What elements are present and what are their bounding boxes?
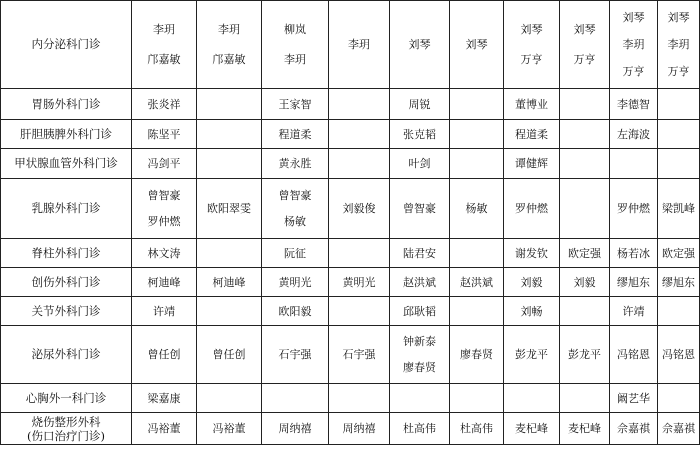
cell-line: 刘毅 [520, 275, 543, 289]
table-row [1, 120, 700, 149]
doctor-cell [504, 268, 560, 297]
doctor-cell [262, 239, 329, 268]
doctor-cell [560, 89, 610, 120]
doctor-cell [262, 384, 329, 413]
doctor-cell [504, 326, 560, 384]
doctor-cell [450, 120, 504, 149]
cell-line: 石宇强 [342, 348, 376, 361]
cell-line: 曾智豪 [403, 202, 436, 215]
cell-line: 泌尿外科门诊 [31, 347, 101, 361]
cell-line: 冯铭恩 [617, 348, 650, 361]
cell-line: 万亨 [520, 52, 543, 66]
doctor-cell [504, 179, 560, 239]
doctor-cell [329, 179, 390, 239]
doctor-cell [390, 413, 450, 445]
doctor-cell [450, 239, 504, 268]
doctor-cell [610, 120, 658, 149]
doctor-cell [197, 268, 262, 297]
doctor-cell [132, 120, 197, 149]
header-row [1, 1, 700, 89]
doctor-cell [450, 413, 504, 445]
doctor-cell [197, 413, 262, 445]
doctor-cell [132, 239, 197, 268]
doctor-cell [610, 149, 658, 179]
department-cell [1, 239, 132, 268]
cell-line: 刘毅俊 [342, 202, 376, 215]
department-cell [1, 384, 132, 413]
cell-line: 黄明光 [278, 275, 312, 289]
doctor-cell [450, 297, 504, 326]
cell-line: 张克韬 [403, 127, 436, 141]
doctor-cell [197, 120, 262, 149]
table-row [1, 239, 700, 268]
cell-line: 彭龙平 [515, 348, 548, 361]
doctor-cell [390, 89, 450, 120]
doctor-cell [390, 268, 450, 297]
doctor-cell [329, 384, 390, 413]
cell-line: 柯迪峰 [212, 275, 246, 289]
cell-line: 杜高伟 [460, 422, 493, 435]
doctor-cell [504, 239, 560, 268]
cell-line: 甲状腺血管外科门诊 [14, 156, 118, 170]
cell-line: 柳岚 [284, 22, 306, 36]
cell-line: 黄明光 [342, 275, 376, 289]
cell-line: 周纳禧 [342, 422, 376, 435]
doctor-cell [390, 120, 450, 149]
doctor-cell [329, 326, 390, 384]
cell-line: 麦杞峰 [568, 422, 601, 435]
cell-line: 缪旭东 [662, 275, 695, 289]
doctor-cell [197, 149, 262, 179]
department-cell [1, 413, 132, 445]
doctor-cell [197, 297, 262, 326]
cell-line: 张炎祥 [147, 97, 181, 111]
doctor-cell [610, 384, 658, 413]
doctor-cell [197, 239, 262, 268]
department-cell [1, 149, 132, 179]
cell-line: 谭健辉 [515, 157, 548, 170]
header-cell [504, 1, 560, 89]
doctor-cell [329, 268, 390, 297]
doctor-cell [262, 120, 329, 149]
doctor-cell [390, 326, 450, 384]
doctor-cell [132, 413, 197, 445]
doctor-cell [610, 326, 658, 384]
doctor-cell [610, 179, 658, 239]
cell-line: 李玥 [284, 52, 306, 66]
table-row [1, 297, 700, 326]
doctor-cell [132, 149, 197, 179]
doctor-cell [132, 179, 197, 239]
cell-line: 邝嘉敏 [147, 52, 181, 66]
cell-line: 佘嘉祺 [662, 422, 695, 435]
doctor-cell [262, 297, 329, 326]
cell-line: 阮征 [284, 246, 306, 260]
cell-line: 心胸外一科门诊 [25, 390, 107, 405]
doctor-cell [262, 326, 329, 384]
doctor-cell [329, 239, 390, 268]
cell-line: 刘琴 [520, 22, 543, 36]
department-cell [1, 326, 132, 384]
header-cell [658, 1, 700, 89]
cell-line: 陈坚平 [147, 127, 181, 141]
header-cell [197, 1, 262, 89]
cell-line: 肝胆胰脾外科门诊 [20, 126, 112, 141]
cell-line: 曾任创 [212, 348, 246, 361]
doctor-cell [197, 179, 262, 239]
doctor-cell [658, 149, 700, 179]
doctor-cell [329, 120, 390, 149]
cell-line: 万亨 [667, 65, 690, 78]
doctor-cell [560, 326, 610, 384]
doctor-cell [504, 413, 560, 445]
doctor-cell [560, 239, 610, 268]
department-cell [1, 179, 132, 239]
cell-line: 刘琴 [622, 11, 645, 24]
cell-line: 曾智豪 [147, 188, 181, 202]
cell-line: 李玥 [153, 22, 175, 36]
department-cell [1, 120, 132, 149]
table-row [1, 149, 700, 179]
cell-line: 曾任创 [147, 348, 181, 361]
table-row [1, 179, 700, 239]
cell-line: 刘毅 [573, 275, 596, 289]
doctor-cell [610, 239, 658, 268]
cell-line: 石宇强 [278, 348, 312, 361]
cell-line: 周锐 [408, 97, 431, 111]
doctor-cell [450, 326, 504, 384]
doctor-cell [504, 384, 560, 413]
doctor-cell [262, 89, 329, 120]
cell-line: 创伤外科门诊 [31, 274, 101, 289]
cell-line: 脊柱外科门诊 [31, 245, 101, 260]
cell-line: 廖春贤 [403, 360, 436, 374]
table-row [1, 268, 700, 297]
doctor-cell [197, 89, 262, 120]
cell-line: 刘琴 [465, 37, 488, 51]
cell-line: 罗仲燃 [147, 214, 181, 228]
cell-line: 罗仲燃 [515, 202, 548, 215]
doctor-cell [132, 268, 197, 297]
header-title: 内分泌科门诊 [1, 1, 132, 89]
doctor-cell [132, 297, 197, 326]
cell-line: 刘琴 [408, 37, 431, 51]
department-cell [1, 297, 132, 326]
doctor-cell [504, 149, 560, 179]
doctor-cell [658, 384, 700, 413]
doctor-cell [390, 149, 450, 179]
cell-line: 柯迪峰 [147, 275, 181, 289]
doctor-cell [390, 297, 450, 326]
cell-line: 程道柔 [515, 127, 548, 141]
doctor-cell [390, 384, 450, 413]
cell-line: 黄永胜 [278, 157, 312, 170]
doctor-cell [658, 297, 700, 326]
table-row [1, 89, 700, 120]
cell-line: 杜高伟 [403, 422, 436, 435]
cell-line: 万亨 [573, 52, 596, 66]
cell-line: 梁凯峰 [662, 202, 695, 215]
doctor-cell [450, 89, 504, 120]
cell-line: 杨敏 [465, 202, 488, 215]
doctor-cell [132, 384, 197, 413]
header-cell [560, 1, 610, 89]
cell-line: 邝嘉敏 [212, 52, 246, 66]
doctor-cell [329, 413, 390, 445]
cell-line: 左海波 [617, 127, 650, 141]
header-cell [329, 1, 390, 89]
cell-line: 林文涛 [147, 246, 181, 260]
header-cell [450, 1, 504, 89]
table-row [1, 384, 700, 413]
cell-line: 刘琴 [667, 11, 690, 24]
cell-line: 乳腺外科门诊 [31, 201, 101, 215]
doctor-cell [658, 179, 700, 239]
doctor-cell [658, 239, 700, 268]
doctor-cell [658, 120, 700, 149]
doctor-cell [610, 89, 658, 120]
cell-line: 杨敏 [284, 214, 306, 228]
table-row [1, 413, 700, 445]
cell-line: 欧阳毅 [278, 304, 312, 318]
cell-line: 许靖 [153, 304, 175, 318]
cell-line: 陆君安 [403, 246, 436, 260]
cell-line: 谢发钦 [515, 246, 548, 260]
doctor-cell [197, 384, 262, 413]
doctor-cell [390, 239, 450, 268]
cell-line: 万亨 [622, 65, 645, 78]
doctor-cell [390, 179, 450, 239]
doctor-cell [610, 297, 658, 326]
cell-line: 董博业 [515, 97, 548, 111]
cell-line: 李玥 [667, 38, 690, 51]
cell-line: 关节外科门诊 [31, 303, 101, 318]
cell-line: 梁嘉康 [147, 391, 181, 405]
doctor-cell [560, 268, 610, 297]
cell-line: 许靖 [622, 304, 645, 318]
cell-line: 李德智 [617, 97, 650, 111]
cell-line: 欧定强 [568, 246, 601, 260]
doctor-cell [658, 413, 700, 445]
doctor-cell [450, 179, 504, 239]
doctor-cell [560, 120, 610, 149]
cell-line: 麦杞峰 [515, 422, 548, 435]
header-cell [610, 1, 658, 89]
cell-line: 廖春贤 [460, 348, 493, 361]
doctor-cell [132, 89, 197, 120]
cell-line: 钟新泰 [403, 334, 436, 348]
header-cell [390, 1, 450, 89]
cell-line: 邱耿韬 [403, 304, 436, 318]
cell-line: 赵洪斌 [403, 275, 436, 289]
cell-line: 欧定强 [662, 246, 695, 260]
doctor-cell [560, 179, 610, 239]
department-cell [1, 89, 132, 120]
cell-line: 阚艺华 [617, 391, 650, 405]
doctor-cell [329, 297, 390, 326]
cell-line: 胃肠外科门诊 [31, 96, 101, 111]
doctor-cell [450, 149, 504, 179]
cell-line: 刘琴 [573, 22, 596, 36]
cell-line: 王家智 [278, 97, 312, 111]
doctor-cell [504, 297, 560, 326]
doctor-cell [197, 326, 262, 384]
header-cell [262, 1, 329, 89]
doctor-cell [504, 120, 560, 149]
doctor-cell [132, 326, 197, 384]
doctor-cell [262, 149, 329, 179]
cell-line: 冯裕董 [147, 422, 181, 435]
doctor-cell [658, 89, 700, 120]
cell-line: 叶剑 [408, 157, 431, 170]
cell-line: 冯剑平 [147, 157, 181, 170]
cell-line: 刘畅 [520, 304, 543, 318]
doctor-cell [262, 268, 329, 297]
cell-line: 曾智豪 [278, 188, 312, 202]
cell-line: 周纳禧 [278, 422, 312, 435]
department-cell [1, 268, 132, 297]
cell-line: 佘嘉祺 [617, 422, 650, 435]
doctor-cell [329, 89, 390, 120]
cell-line: (伤口治疗门诊) [27, 428, 105, 443]
header-cell [132, 1, 197, 89]
doctor-cell [329, 149, 390, 179]
doctor-cell [658, 268, 700, 297]
doctor-cell [262, 179, 329, 239]
cell-line: 欧阳翠雯 [207, 202, 251, 215]
cell-line: 冯铭恩 [662, 348, 695, 361]
cell-line: 李玥 [348, 37, 370, 51]
cell-line: 冯裕董 [212, 422, 246, 435]
doctor-cell [610, 268, 658, 297]
doctor-cell [560, 384, 610, 413]
cell-line: 赵洪斌 [460, 275, 493, 289]
cell-line: 李玥 [622, 38, 645, 51]
cell-line: 烧伤整形外科 [31, 414, 101, 429]
doctor-cell [262, 413, 329, 445]
cell-line: 李玥 [218, 22, 240, 36]
doctor-cell [560, 297, 610, 326]
doctor-cell [610, 413, 658, 445]
doctor-cell [658, 326, 700, 384]
doctor-cell [504, 89, 560, 120]
cell-line: 罗仲燃 [617, 202, 650, 215]
cell-line: 缪旭东 [617, 275, 650, 289]
table-row [1, 326, 700, 384]
cell-line: 彭龙平 [568, 348, 601, 361]
doctor-cell [450, 384, 504, 413]
doctor-cell [560, 149, 610, 179]
cell-line: 程道柔 [278, 127, 312, 141]
cell-line: 杨若冰 [617, 246, 650, 260]
doctor-cell [560, 413, 610, 445]
doctor-cell [450, 268, 504, 297]
